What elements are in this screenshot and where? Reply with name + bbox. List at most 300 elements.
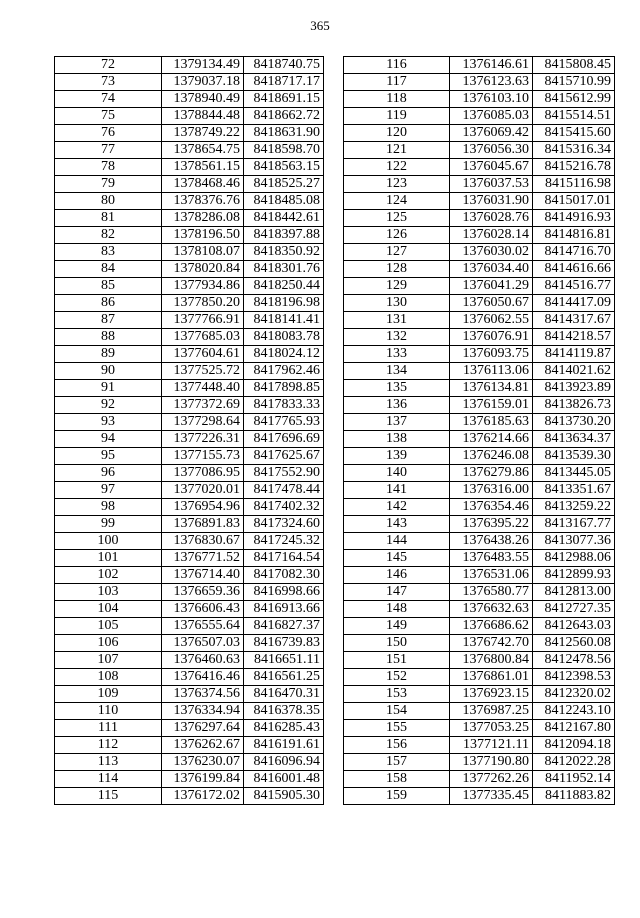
table-row: [344, 108, 615, 125]
point-number-cell: 130: [344, 295, 450, 312]
table-row: [55, 635, 324, 652]
point-number-cell: 128: [344, 261, 450, 278]
y-coordinate-cell: 8417164.54: [244, 550, 324, 567]
x-coordinate-cell: 1376316.00: [450, 482, 533, 499]
table-row: [344, 380, 615, 397]
point-number-cell: 82: [55, 227, 162, 244]
point-number-cell: 122: [344, 159, 450, 176]
point-number-cell: 76: [55, 125, 162, 142]
y-coordinate-cell: 8416191.61: [244, 737, 324, 754]
x-coordinate-cell: 1377372.69: [162, 397, 244, 414]
table-row: [55, 584, 324, 601]
x-coordinate-cell: 1377604.61: [162, 346, 244, 363]
table-row: [55, 91, 324, 108]
y-coordinate-cell: 8418717.17: [244, 74, 324, 91]
table-row: [55, 397, 324, 414]
point-number-cell: 106: [55, 635, 162, 652]
x-coordinate-cell: 1376507.03: [162, 635, 244, 652]
point-number-cell: 141: [344, 482, 450, 499]
x-coordinate-cell: 1378654.75: [162, 142, 244, 159]
x-coordinate-cell: 1377448.40: [162, 380, 244, 397]
y-coordinate-cell: 8416739.83: [244, 635, 324, 652]
x-coordinate-cell: 1376632.63: [450, 601, 533, 618]
x-coordinate-cell: 1376199.84: [162, 771, 244, 788]
y-coordinate-cell: 8412167.80: [533, 720, 615, 737]
y-coordinate-cell: 8418397.88: [244, 227, 324, 244]
point-number-cell: 135: [344, 380, 450, 397]
y-coordinate-cell: 8417833.33: [244, 397, 324, 414]
y-coordinate-cell: 8417402.32: [244, 499, 324, 516]
table-row: [344, 686, 615, 703]
point-number-cell: 143: [344, 516, 450, 533]
x-coordinate-cell: 1377525.72: [162, 363, 244, 380]
table-row: [55, 601, 324, 618]
table-row: [344, 788, 615, 805]
point-number-cell: 124: [344, 193, 450, 210]
point-number-cell: 105: [55, 618, 162, 635]
point-number-cell: 134: [344, 363, 450, 380]
point-number-cell: 131: [344, 312, 450, 329]
y-coordinate-cell: 8412243.10: [533, 703, 615, 720]
x-coordinate-cell: 1378561.15: [162, 159, 244, 176]
y-coordinate-cell: 8414218.57: [533, 329, 615, 346]
y-coordinate-cell: 8414317.67: [533, 312, 615, 329]
x-coordinate-cell: 1376076.91: [450, 329, 533, 346]
table-row: [55, 312, 324, 329]
point-number-cell: 142: [344, 499, 450, 516]
table-row: [344, 363, 615, 380]
y-coordinate-cell: 8412398.53: [533, 669, 615, 686]
x-coordinate-cell: 1376034.40: [450, 261, 533, 278]
point-number-cell: 145: [344, 550, 450, 567]
table-row: [55, 788, 324, 805]
y-coordinate-cell: 8418024.12: [244, 346, 324, 363]
point-number-cell: 92: [55, 397, 162, 414]
x-coordinate-cell: 1377766.91: [162, 312, 244, 329]
y-coordinate-cell: 8418662.72: [244, 108, 324, 125]
x-coordinate-cell: 1378286.08: [162, 210, 244, 227]
table-row: [55, 516, 324, 533]
x-coordinate-cell: 1377850.20: [162, 295, 244, 312]
y-coordinate-cell: 8413634.37: [533, 431, 615, 448]
x-coordinate-cell: 1376483.55: [450, 550, 533, 567]
y-coordinate-cell: 8418598.70: [244, 142, 324, 159]
point-number-cell: 100: [55, 533, 162, 550]
x-coordinate-cell: 1376861.01: [450, 669, 533, 686]
table-row: [55, 227, 324, 244]
y-coordinate-cell: 8418196.98: [244, 295, 324, 312]
y-coordinate-cell: 8416378.35: [244, 703, 324, 720]
point-number-cell: 98: [55, 499, 162, 516]
point-number-cell: 114: [55, 771, 162, 788]
x-coordinate-cell: 1378844.48: [162, 108, 244, 125]
coordinates-table-right-body: [344, 57, 615, 805]
table-row: [344, 91, 615, 108]
y-coordinate-cell: 8417765.93: [244, 414, 324, 431]
point-number-cell: 83: [55, 244, 162, 261]
x-coordinate-cell: 1376050.67: [450, 295, 533, 312]
table-row: [344, 244, 615, 261]
point-number-cell: 80: [55, 193, 162, 210]
point-number-cell: 89: [55, 346, 162, 363]
y-coordinate-cell: 8416470.31: [244, 686, 324, 703]
y-coordinate-cell: 8412560.08: [533, 635, 615, 652]
table-row: [344, 567, 615, 584]
y-coordinate-cell: 8413539.30: [533, 448, 615, 465]
point-number-cell: 118: [344, 91, 450, 108]
x-coordinate-cell: 1377086.95: [162, 465, 244, 482]
x-coordinate-cell: 1376438.26: [450, 533, 533, 550]
x-coordinate-cell: 1376954.96: [162, 499, 244, 516]
table-row: [55, 720, 324, 737]
y-coordinate-cell: 8418740.75: [244, 57, 324, 74]
y-coordinate-cell: 8416561.25: [244, 669, 324, 686]
x-coordinate-cell: 1376159.01: [450, 397, 533, 414]
x-coordinate-cell: 1376185.63: [450, 414, 533, 431]
point-number-cell: 87: [55, 312, 162, 329]
table-row: [55, 295, 324, 312]
table-row: [55, 533, 324, 550]
y-coordinate-cell: 8416827.37: [244, 618, 324, 635]
table-row: [55, 465, 324, 482]
point-number-cell: 140: [344, 465, 450, 482]
table-row: [55, 550, 324, 567]
x-coordinate-cell: 1376531.06: [450, 567, 533, 584]
x-coordinate-cell: 1376113.06: [450, 363, 533, 380]
x-coordinate-cell: 1378020.84: [162, 261, 244, 278]
point-number-cell: 115: [55, 788, 162, 805]
x-coordinate-cell: 1376246.08: [450, 448, 533, 465]
y-coordinate-cell: 8412320.02: [533, 686, 615, 703]
y-coordinate-cell: 8418563.15: [244, 159, 324, 176]
point-number-cell: 85: [55, 278, 162, 295]
y-coordinate-cell: 8415216.78: [533, 159, 615, 176]
y-coordinate-cell: 8415710.99: [533, 74, 615, 91]
table-row: [344, 261, 615, 278]
table-row: [344, 771, 615, 788]
y-coordinate-cell: 8414916.93: [533, 210, 615, 227]
table-row: [55, 176, 324, 193]
point-number-cell: 159: [344, 788, 450, 805]
point-number-cell: 77: [55, 142, 162, 159]
x-coordinate-cell: 1376028.76: [450, 210, 533, 227]
point-number-cell: 108: [55, 669, 162, 686]
x-coordinate-cell: 1376297.64: [162, 720, 244, 737]
x-coordinate-cell: 1376580.77: [450, 584, 533, 601]
y-coordinate-cell: 8412899.93: [533, 567, 615, 584]
table-row: [55, 567, 324, 584]
point-number-cell: 93: [55, 414, 162, 431]
x-coordinate-cell: 1376891.83: [162, 516, 244, 533]
y-coordinate-cell: 8413077.36: [533, 533, 615, 550]
x-coordinate-cell: 1376923.15: [450, 686, 533, 703]
x-coordinate-cell: 1376103.10: [450, 91, 533, 108]
y-coordinate-cell: 8415316.34: [533, 142, 615, 159]
x-coordinate-cell: 1376771.52: [162, 550, 244, 567]
table-row: [344, 720, 615, 737]
x-coordinate-cell: 1376056.30: [450, 142, 533, 159]
y-coordinate-cell: 8418631.90: [244, 125, 324, 142]
table-row: [344, 448, 615, 465]
point-number-cell: 107: [55, 652, 162, 669]
point-number-cell: 112: [55, 737, 162, 754]
table-row: [344, 584, 615, 601]
y-coordinate-cell: 8418485.08: [244, 193, 324, 210]
y-coordinate-cell: 8415415.60: [533, 125, 615, 142]
point-number-cell: 146: [344, 567, 450, 584]
coordinates-table-left-body: [55, 57, 324, 805]
point-number-cell: 127: [344, 244, 450, 261]
table-row: [344, 754, 615, 771]
point-number-cell: 86: [55, 295, 162, 312]
y-coordinate-cell: 8418250.44: [244, 278, 324, 295]
point-number-cell: 73: [55, 74, 162, 91]
y-coordinate-cell: 8414119.87: [533, 346, 615, 363]
point-number-cell: 102: [55, 567, 162, 584]
point-number-cell: 103: [55, 584, 162, 601]
x-coordinate-cell: 1376037.53: [450, 176, 533, 193]
table-row: [55, 278, 324, 295]
x-coordinate-cell: 1376230.07: [162, 754, 244, 771]
x-coordinate-cell: 1379134.49: [162, 57, 244, 74]
point-number-cell: 158: [344, 771, 450, 788]
table-row: [55, 74, 324, 91]
point-number-cell: 78: [55, 159, 162, 176]
y-coordinate-cell: 8416913.66: [244, 601, 324, 618]
x-coordinate-cell: 1376555.64: [162, 618, 244, 635]
table-row: [55, 448, 324, 465]
table-row: [55, 499, 324, 516]
x-coordinate-cell: 1376686.62: [450, 618, 533, 635]
table-row: [344, 312, 615, 329]
table-row: [344, 533, 615, 550]
point-number-cell: 88: [55, 329, 162, 346]
table-row: [344, 159, 615, 176]
point-number-cell: 120: [344, 125, 450, 142]
x-coordinate-cell: 1377298.64: [162, 414, 244, 431]
y-coordinate-cell: 8418083.78: [244, 329, 324, 346]
table-row: [344, 703, 615, 720]
table-row: [344, 737, 615, 754]
x-coordinate-cell: 1378108.07: [162, 244, 244, 261]
x-coordinate-cell: 1376395.22: [450, 516, 533, 533]
y-coordinate-cell: 8414616.66: [533, 261, 615, 278]
point-number-cell: 125: [344, 210, 450, 227]
table-row: [344, 227, 615, 244]
table-row: [55, 244, 324, 261]
y-coordinate-cell: 8417898.85: [244, 380, 324, 397]
point-number-cell: 148: [344, 601, 450, 618]
y-coordinate-cell: 8417082.30: [244, 567, 324, 584]
x-coordinate-cell: 1376800.84: [450, 652, 533, 669]
table-row: [55, 193, 324, 210]
table-row: [55, 329, 324, 346]
table-row: [55, 703, 324, 720]
table-row: [344, 618, 615, 635]
table-row: [344, 414, 615, 431]
x-coordinate-cell: 1376085.03: [450, 108, 533, 125]
y-coordinate-cell: 8411952.14: [533, 771, 615, 788]
x-coordinate-cell: 1376062.55: [450, 312, 533, 329]
x-coordinate-cell: 1378749.22: [162, 125, 244, 142]
point-number-cell: 136: [344, 397, 450, 414]
point-number-cell: 96: [55, 465, 162, 482]
table-row: [344, 295, 615, 312]
point-number-cell: 90: [55, 363, 162, 380]
point-number-cell: 113: [55, 754, 162, 771]
table-row: [55, 414, 324, 431]
x-coordinate-cell: 1376134.81: [450, 380, 533, 397]
point-number-cell: 75: [55, 108, 162, 125]
x-coordinate-cell: 1376028.14: [450, 227, 533, 244]
y-coordinate-cell: 8415514.51: [533, 108, 615, 125]
y-coordinate-cell: 8417324.60: [244, 516, 324, 533]
x-coordinate-cell: 1376030.02: [450, 244, 533, 261]
y-coordinate-cell: 8414417.09: [533, 295, 615, 312]
point-number-cell: 137: [344, 414, 450, 431]
y-coordinate-cell: 8417962.46: [244, 363, 324, 380]
table-row: [344, 516, 615, 533]
point-number-cell: 126: [344, 227, 450, 244]
table-row: [55, 618, 324, 635]
point-number-cell: 91: [55, 380, 162, 397]
x-coordinate-cell: 1376354.46: [450, 499, 533, 516]
x-coordinate-cell: 1378468.46: [162, 176, 244, 193]
table-row: [55, 125, 324, 142]
table-row: [55, 261, 324, 278]
y-coordinate-cell: 8416998.66: [244, 584, 324, 601]
y-coordinate-cell: 8416096.94: [244, 754, 324, 771]
x-coordinate-cell: 1376093.75: [450, 346, 533, 363]
coordinates-table-right: [343, 56, 615, 805]
x-coordinate-cell: 1376987.25: [450, 703, 533, 720]
y-coordinate-cell: 8413445.05: [533, 465, 615, 482]
x-coordinate-cell: 1376041.29: [450, 278, 533, 295]
table-row: [344, 669, 615, 686]
y-coordinate-cell: 8418691.15: [244, 91, 324, 108]
y-coordinate-cell: 8415116.98: [533, 176, 615, 193]
y-coordinate-cell: 8412478.56: [533, 652, 615, 669]
table-row: [344, 57, 615, 74]
point-number-cell: 116: [344, 57, 450, 74]
point-number-cell: 101: [55, 550, 162, 567]
table-row: [344, 176, 615, 193]
table-row: [55, 142, 324, 159]
table-row: [344, 635, 615, 652]
table-row: [55, 57, 324, 74]
table-row: [344, 278, 615, 295]
x-coordinate-cell: 1377121.11: [450, 737, 533, 754]
x-coordinate-cell: 1378196.50: [162, 227, 244, 244]
page-number: 365: [310, 18, 330, 33]
y-coordinate-cell: 8415612.99: [533, 91, 615, 108]
point-number-cell: 97: [55, 482, 162, 499]
table-row: [344, 74, 615, 91]
y-coordinate-cell: 8417245.32: [244, 533, 324, 550]
y-coordinate-cell: 8418350.92: [244, 244, 324, 261]
point-number-cell: 129: [344, 278, 450, 295]
x-coordinate-cell: 1379037.18: [162, 74, 244, 91]
y-coordinate-cell: 8414816.81: [533, 227, 615, 244]
table-row: [344, 125, 615, 142]
y-coordinate-cell: 8413167.77: [533, 516, 615, 533]
y-coordinate-cell: 8413826.73: [533, 397, 615, 414]
y-coordinate-cell: 8417625.67: [244, 448, 324, 465]
point-number-cell: 99: [55, 516, 162, 533]
table-row: [55, 482, 324, 499]
point-number-cell: 79: [55, 176, 162, 193]
point-number-cell: 151: [344, 652, 450, 669]
point-number-cell: 84: [55, 261, 162, 278]
y-coordinate-cell: 8413351.67: [533, 482, 615, 499]
point-number-cell: 74: [55, 91, 162, 108]
x-coordinate-cell: 1376262.67: [162, 737, 244, 754]
y-coordinate-cell: 8412643.03: [533, 618, 615, 635]
table-row: [55, 210, 324, 227]
point-number-cell: 94: [55, 431, 162, 448]
y-coordinate-cell: 8417552.90: [244, 465, 324, 482]
table-row: [55, 669, 324, 686]
y-coordinate-cell: 8411883.82: [533, 788, 615, 805]
y-coordinate-cell: 8417478.44: [244, 482, 324, 499]
y-coordinate-cell: 8413259.22: [533, 499, 615, 516]
y-coordinate-cell: 8412988.06: [533, 550, 615, 567]
y-coordinate-cell: 8414516.77: [533, 278, 615, 295]
table-row: [344, 465, 615, 482]
point-number-cell: 138: [344, 431, 450, 448]
table-row: [344, 431, 615, 448]
table-row: [344, 550, 615, 567]
point-number-cell: 133: [344, 346, 450, 363]
y-coordinate-cell: 8416285.43: [244, 720, 324, 737]
point-number-cell: 156: [344, 737, 450, 754]
point-number-cell: 132: [344, 329, 450, 346]
table-row: [344, 499, 615, 516]
x-coordinate-cell: 1377190.80: [450, 754, 533, 771]
table-row: [55, 431, 324, 448]
x-coordinate-cell: 1376659.36: [162, 584, 244, 601]
table-row: [344, 601, 615, 618]
y-coordinate-cell: 8412022.28: [533, 754, 615, 771]
point-number-cell: 72: [55, 57, 162, 74]
point-number-cell: 95: [55, 448, 162, 465]
x-coordinate-cell: 1376416.46: [162, 669, 244, 686]
x-coordinate-cell: 1377934.86: [162, 278, 244, 295]
x-coordinate-cell: 1378940.49: [162, 91, 244, 108]
point-number-cell: 150: [344, 635, 450, 652]
x-coordinate-cell: 1376146.61: [450, 57, 533, 74]
point-number-cell: 104: [55, 601, 162, 618]
y-coordinate-cell: 8418301.76: [244, 261, 324, 278]
y-coordinate-cell: 8413923.89: [533, 380, 615, 397]
table-row: [344, 397, 615, 414]
point-number-cell: 123: [344, 176, 450, 193]
x-coordinate-cell: 1376045.67: [450, 159, 533, 176]
x-coordinate-cell: 1376172.02: [162, 788, 244, 805]
y-coordinate-cell: 8414021.62: [533, 363, 615, 380]
y-coordinate-cell: 8412094.18: [533, 737, 615, 754]
point-number-cell: 121: [344, 142, 450, 159]
table-row: [344, 210, 615, 227]
point-number-cell: 144: [344, 533, 450, 550]
y-coordinate-cell: 8413730.20: [533, 414, 615, 431]
point-number-cell: 111: [55, 720, 162, 737]
y-coordinate-cell: 8418525.27: [244, 176, 324, 193]
table-row: [55, 652, 324, 669]
table-row: [344, 482, 615, 499]
point-number-cell: 139: [344, 448, 450, 465]
x-coordinate-cell: 1376460.63: [162, 652, 244, 669]
